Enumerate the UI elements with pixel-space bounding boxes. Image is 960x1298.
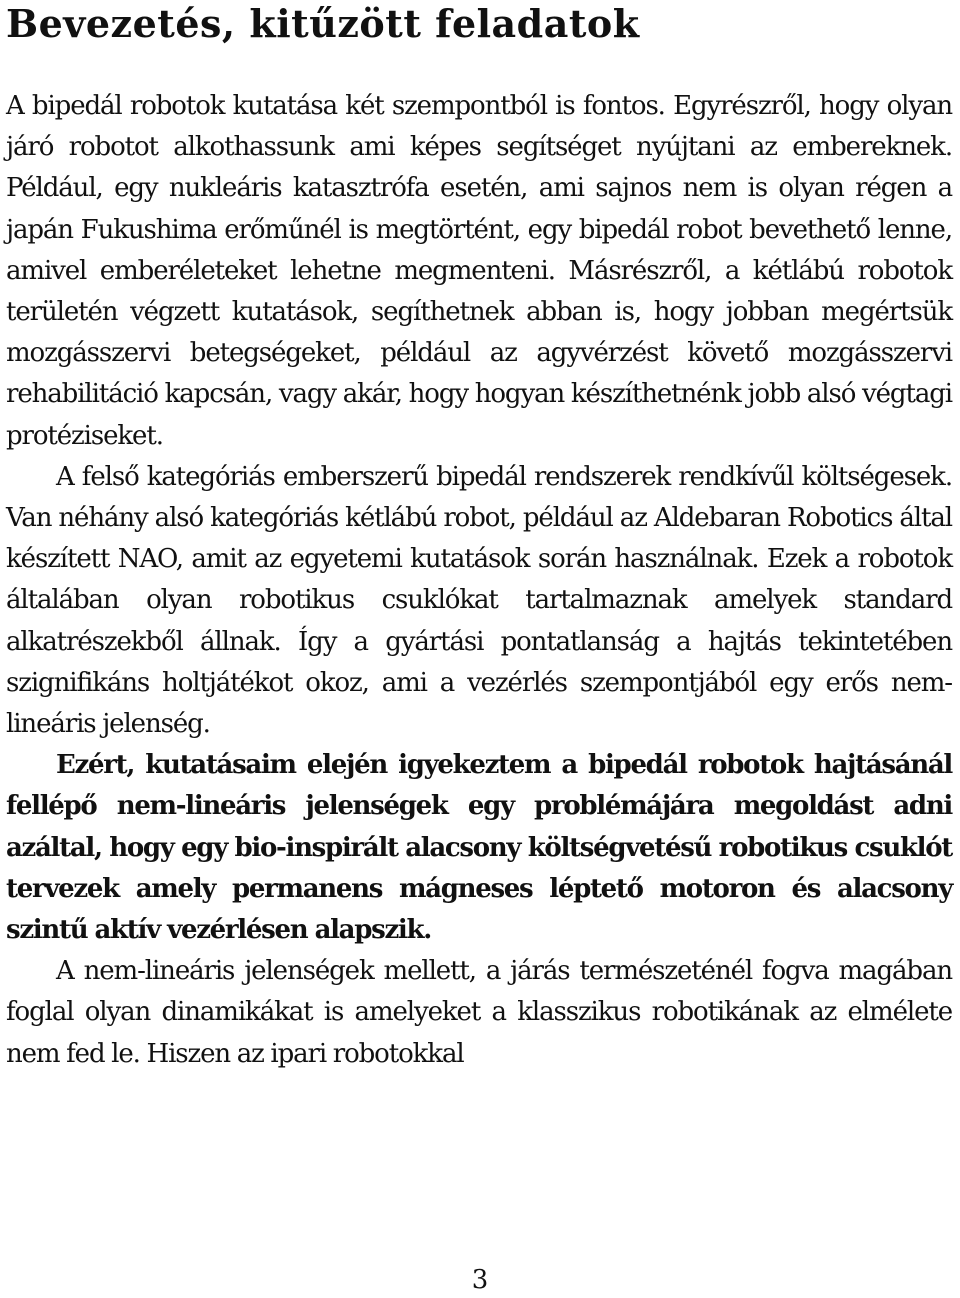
paragraph-walking-dynamics: A nem-lineáris jelenségek mellett, a járás természeténél fogva magában foglal olyan dinamikákat is amelyeket a klasszikus robotikának az elmélete nem fed le. Hiszen az ipari robotokkal bbox=[6, 956, 952, 1069]
section-title: Bevezetés, kitűzött feladatok bbox=[6, 1, 640, 46]
paragraph-research-goal: Ezért, kutatásaim elején igyekeztem a bipedál robotok hajtásánál fellépő nem-lineáris jelenségek egy problémájára megoldást adni azáltal, hogy egy bio-inspirált alacsony költségvetésű robotikus csuklót tervezek amely permanens mágneses léptető motoron és alacsony szintű aktív vezérlésen alapszik. bbox=[6, 750, 952, 946]
paragraph-research-motivation: A bipedál robotok kutatása két szempontból is fontos. Egyrészről, hogy olyan járó robotot alkothassunk ami képes segítséget nyújtani az embereknek. Például, egy nukleáris katasztrófa esetén, ami sajnos nem is olyan régen a japán Fukushima erőműnél is megtörtént, egy bipedál robot bevethető lenne, amivel emberéleteket lehetne megmenteni. Másrészről, a kétlábú robotok területén végzett kutatások, segíthetnek abban is, hogy jobban megértsük mozgásszervi betegségeket, például az agyvérzést követő mozgásszervi rehabilitáció kapcsán, vagy akár, hogy hogyan készíthetnénk jobb alsó végtagi protéziseket. bbox=[6, 91, 952, 451]
paragraph-cost-and-backlash: A felső kategóriás emberszerű bipedál rendszerek rendkívűl költségesek. Van néhány alsó kategóriás kétlábú robot, például az Aldebaran Robotics által készített NAO, amit az egyetemi kutatások során használnak. Ezek a robotok általában olyan robotikus csuklókat tartalmaznak amelyek standard alkatrészekből állnak. Így a gyártási pontatlanság a hajtás tekintetében szignifikáns holtjátékot okoz, ami a vezérlés szempontjából egy erős nem-lineáris jelenség. bbox=[6, 461, 952, 740]
document-page bbox=[6, 0, 952, 1075]
page-number: 3 bbox=[471, 1265, 489, 1295]
